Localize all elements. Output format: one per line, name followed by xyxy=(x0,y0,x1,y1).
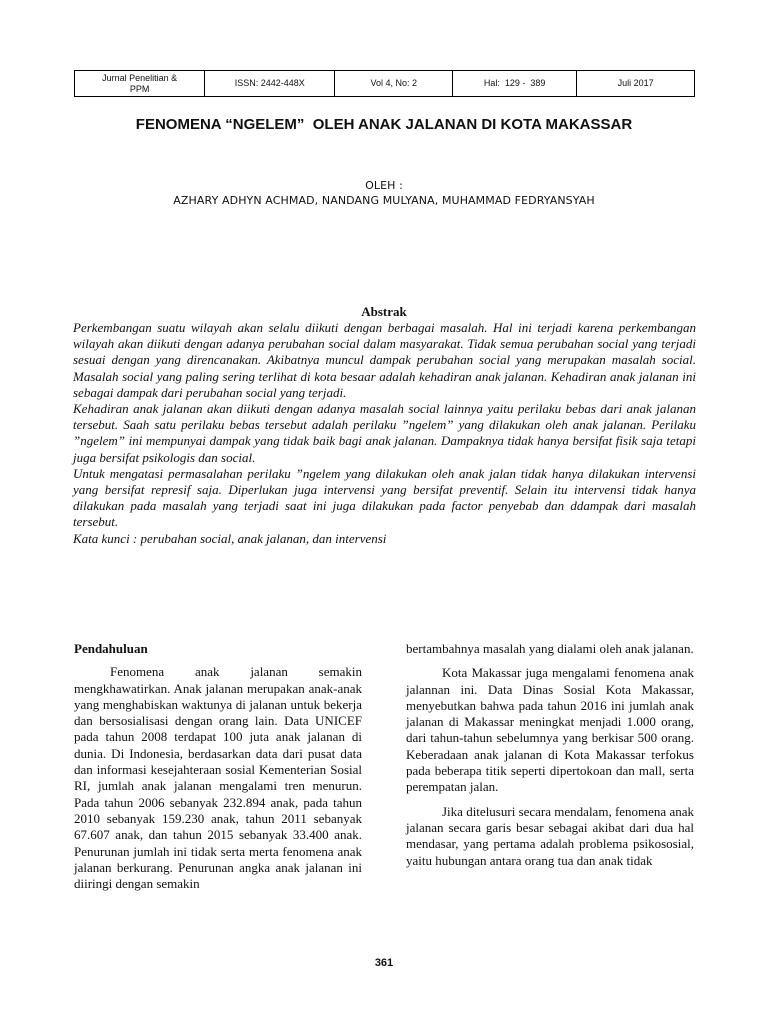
abstract-heading: Abstrak xyxy=(361,304,407,319)
body-paragraph: Kota Makassar juga mengalami fenomena anak jalannan ini. Data Dinas Sosial Kota Makassar, menyebutkan bahwa pada tahun 2016 ini jumlah anak jalanan di Makassar meningkat menjadi 1.000 orang, dari tahun-tahun sebelumnya yang berkisar 500 orang. Keberadaan anak jalanan di Kota Makassar terfokus pada beberapa titik seperti dipertokoan dan mall, serta perempatan jalan. xyxy=(406,665,694,795)
abstract-paragraph: Perkembangan suatu wilayah akan selalu diikuti dengan berbagai masalah. Hal ini terjadi karena perkembangan wilayah akan diikuti dengan adanya perubahan social dalam masyarakat. Tidak semua perubahan social yang terjadi sesuai dengan yang direncanakan. Akibatnya muncul dampak perubahan social yang merupakan masalah social. Masalah social yang paling sering terlihat di kota besaar adalah kehadiran anak jalanan. Kehadiran anak jalanan ini sebagai dampak dari perubahan social yang terjadi. xyxy=(73,320,696,400)
page-range: Hal: 129 - 389 xyxy=(453,71,577,97)
keywords: Kata kunci : perubahan social, anak jalanan, dan intervensi xyxy=(73,530,387,546)
issn: ISSN: 2442-448X xyxy=(205,71,335,97)
left-column xyxy=(74,641,362,892)
volume-issue: Vol 4, No: 2 xyxy=(335,71,453,97)
right-column xyxy=(406,641,694,869)
abstract-body xyxy=(73,320,696,547)
publication-date: Juli 2017 xyxy=(577,71,695,97)
abstract-paragraph: Kehadiran anak jalanan akan diikuti dengan adanya masalah social lainnya yaitu perilaku bebas dari anak jalanan tersebut. Saah satu perilaku bebas tersebut adalah perilaku ”ngelem” yang dilakukan oleh anak jalanan. Perilaku ”ngelem” ini mempunyai dampak yang tidak baik bagi anak jalanan. Dampaknya tidak hanya bersifat fisik saja tetapi juga bersifat psikologis dan social. xyxy=(73,401,696,465)
paper-title: FENOMENA “NGELEM” OLEH ANAK JALANAN DI KOTA MAKASSAR xyxy=(135,116,633,133)
body-paragraph: Jika ditelusuri secara mendalam, fenomena anak jalanan secara garis besar sebagai akibat dari dua hal mendasar, yang pertama adalah problema psikososial, yaitu hubungan antara orang tua dan anak tidak xyxy=(406,803,694,868)
page-number: 361 xyxy=(374,957,394,969)
journal-header-table xyxy=(74,70,695,97)
body-paragraph: Fenomena anak jalanan semakin mengkhawatirkan. Anak jalanan merupakan anak-anak yang menghabiskan waktunya di jalanan untuk bekerja dan bersosialisasi dengan orang lain. Data UNICEF pada tahun 2008 terdapat 100 juta anak jalanan di dunia. Di Indonesia, berdasarkan data dari pusat data dan informasi kesejahteraan sosial Kementerian Sosial RI, jumlah anak jalanan mengalami tren menurun. Pada tahun 2006 sebanyak 232.894 anak, pada tahun 2010 sebanyak 159.230 anak, tahun 2011 sebanyak 67.607 anak, dan tahun 2015 sebanyak 33.400 anak. Penurunan jumlah ini tidak serta merta fenomena anak jalanan berkurang. Penurunan angka anak jalanan ini diiringi dengan semakin xyxy=(74,664,362,892)
author-list: AZHARY ADHYN ACHMAD, NANDANG MULYANA, MUHAMMAD FEDRYANSYAH xyxy=(173,194,595,207)
abstract-paragraph: Untuk mengatasi permasalahan perilaku ”ngelem yang dilakukan oleh anak jalan tidak hanya dilakukan intervensi yang bersifat represif saja. Diperlukan juga intervensi yang bersifat preventif. Selain itu intervensi tidak hanya dilakukan pada masalah yang terjadi saat ini juga dilakukan pada factor penyebab dan ddampak dari masalah tersebut. xyxy=(73,465,696,530)
body-paragraph-continuation: bertambahnya masalah yang dialami oleh anak jalanan. xyxy=(406,641,694,656)
journal-name: Jurnal Penelitian & PPM xyxy=(75,71,205,97)
section-heading: Pendahuluan xyxy=(74,641,148,656)
byline-label: OLEH : xyxy=(365,179,403,192)
